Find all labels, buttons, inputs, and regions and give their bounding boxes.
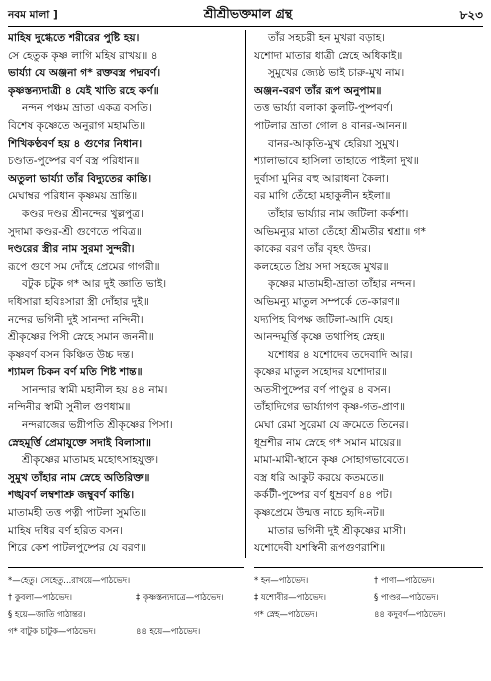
verse-line: মাতামহী তত্ত পত্নী পাটলা সুমতি॥: [8, 507, 147, 520]
footnote-row: [254, 606, 483, 623]
verse-line: নন্দের ভগিনী দুই সানন্দা নন্দিনী।: [8, 313, 144, 326]
footnote: § পাণ্ডর—পাঠভেদ।: [374, 592, 439, 602]
footnote: § হয়ে—জাতি গাঠান্তর।: [8, 609, 86, 619]
verse-line: মাহিষ দুগ্ধেতে শরীরের পুষ্টি হয়।: [8, 32, 140, 44]
verse-line: শ্যালাভাবে হাসিলা তাহাতে পাইলা দুখ॥: [254, 155, 419, 168]
footnote: ‡ যশোবীর—পাঠভেদ।: [254, 592, 327, 602]
book-title: শ্রীশ্রীভক্তমাল গ্রন্থ: [203, 6, 293, 21]
right-verse-column: [254, 30, 490, 558]
page-header: [8, 6, 483, 28]
verse-line: তত্ত ভার্য্যা বলাকা কুলটি-পুষ্পবর্ণ।: [254, 102, 393, 115]
verse-line: বানর-আকৃতি-মুখ হেরিয়া সুমুখ।: [268, 137, 399, 150]
verse-line: নন্দিনীর স্বামী সুনীল গুণধাম॥: [8, 401, 131, 414]
verse-line: তাঁর সহচরী হন মুখরা বড়াহ।: [268, 32, 385, 44]
verse-line: শিখিকণ্ঠবর্ণ হয় ৪ গুণের নিধান।: [8, 137, 143, 150]
footnote-row: [8, 589, 244, 606]
verse-line: ধূম্রশীর নাম স্নেহে গ* সমান মায়ের॥: [254, 436, 402, 449]
verse-line: অভিমন্যু মাতুল সম্পর্কে তে-কারণ॥: [254, 295, 400, 308]
verse-line: কৃষ্ণের মাতামহী-ভ্রাতা তাঁহার নন্দন।: [268, 278, 416, 291]
verse-line: কাকের বরণ তাঁর বৃহৎ উদর।: [254, 243, 371, 256]
verse-line: রূপে গুণে সম দোঁহে প্রেমের গাগরী॥: [8, 260, 160, 273]
footnote: ‡ কৃষ্ণস্তন্যদাত্রে—পাঠভেদ।: [136, 592, 224, 602]
verse-line: সুদামা কণ্ডর-শ্রী গুণেতে পবিত্র॥: [8, 225, 142, 238]
verse-line: কর্কটী-পুষ্পের বর্ণ ধুম্রবর্ণ ৪৪ পট।: [254, 489, 393, 502]
verse-line: কৃষ্ণস্তন্যদাত্রী ৪ যেই খাতি রহে কর্ণ॥: [8, 84, 159, 97]
header-rule: [8, 26, 483, 27]
verse-line: বস্ত্র ধরি আকুট করয়ে কতমতে॥: [254, 471, 385, 484]
chapter-label: নবম মালা ]: [8, 9, 58, 21]
verse-line: দণ্ডরের স্ত্রীর নাম সুরমা সুন্দরী।: [8, 243, 135, 256]
verse-line: শ্রীকৃষ্ণের পিসী স্নেহে সমান জননী॥: [8, 331, 154, 344]
footnote-row: [254, 572, 483, 589]
verse-line: যশোধর ৪ যশোদেব তদেবাদি আর।: [268, 348, 413, 361]
verse-line: কৃষ্ণবর্ণ বসন কিঞ্চিত উচ্চ দন্ত।: [8, 348, 134, 361]
verse-line: অতসীপুষ্পের বর্ণ পাণ্ডুর ৪ বসন।: [254, 383, 391, 396]
verse-line: মামা-মামী-স্থানে কৃষ্ণ সোহাগভাবেতে।: [254, 454, 409, 467]
verse-line: বিশেষ কৃষ্ণেতে অনুরাগ মহামতি॥: [8, 119, 146, 132]
footnote: ৪৪ কদুবর্ণ—পাঠভেদ।: [374, 609, 446, 619]
verse-line: মেঘাম্বর পরিধান কৃষ্ণময় ভ্রান্তি॥: [8, 190, 138, 203]
footnote: ৪৪ হয়ে—পাঠভেদ।: [136, 626, 201, 636]
verse-line: কলহেতে প্রিয় সদা সহজে মুখর॥: [254, 260, 389, 273]
footnote-row: [8, 606, 244, 623]
footnote: গ* বাটুক চাটুক—পাঠভেদ।: [8, 626, 96, 636]
verse-line: যশোদা মাতার ধাত্রী স্নেহে অধিকাই॥: [254, 49, 403, 62]
footnote-row: [8, 572, 244, 589]
verse-line: যশোদেবী যশস্বিনী রূপগুণরাশি॥: [254, 542, 386, 555]
page-number: ৮২৩: [459, 8, 483, 22]
verse-line: কৃষ্ণের মাতুল সহোদর যশোদার॥: [254, 366, 388, 379]
footnotes-left: [8, 572, 244, 640]
verse-line: নন্দরাজের ভগ্নীপতি শ্রীকৃষ্ণের পিসা।: [22, 419, 173, 432]
footnote-row: [254, 589, 483, 606]
footnote: † কুবলা—পাঠভেদ।: [8, 592, 73, 602]
footnote: গ* স্নেহ—পাঠভেদ।: [254, 609, 318, 619]
column-divider: [245, 30, 246, 558]
verse-line: নন্দন পঞ্চম ভ্রাতা একত্র বসতি।: [22, 102, 152, 115]
verse-line: চণ্ডাত-পুষ্পের বর্ণ বস্ত্র পরিধান॥: [8, 155, 140, 168]
verse-line: তাঁহাদিগের ভার্য্যাগণ কৃষ্ণ-গত-প্রাণ॥: [254, 401, 406, 414]
verse-line: কণ্ডর দণ্ডর শ্রীনন্দের খুল্লপুত্র।: [22, 207, 144, 220]
verse-line: ভার্য্যা যে অঞ্জনা গ* রক্তবস্ত্র পদ্মবর্ণ।: [8, 67, 161, 80]
footnote-rule-right: [254, 567, 483, 568]
left-verse-column: [8, 30, 244, 558]
footnote: *—হেতু। সেহেতু...রাখয়ে—পাঠভেদ।: [8, 575, 131, 585]
verse-line: শ্যামল চিকন বর্ণ মতি শিষ্ট শান্ত॥: [8, 366, 143, 379]
verse-line: সে হেতুক কৃষ্ণ লাগি মহিষ রাখয়॥ ৪: [8, 49, 158, 62]
verse-line: শঙ্খবর্ণ লম্বশাশ্রু জম্বুবর্ণ কান্তি।: [8, 489, 135, 502]
footnote: † পাণা—পাঠভেদ।: [374, 575, 435, 585]
verse-line: সুমুখ তাঁহার নাম স্নেহে অতিরিক্ত॥: [8, 471, 150, 484]
verse-line: পাটলার ভ্রাতা গোল ৪ বানর-আনন॥: [254, 119, 408, 132]
verse-line: বর মাগি তেঁহো মহাকুলীন হইলা॥: [254, 190, 391, 203]
footnote-rule-left: [8, 567, 244, 568]
verse-line: দধিসারা হবিঃসারা স্ত্রী দোঁহার দুই॥: [8, 295, 149, 308]
verse-line: তাঁহার ভার্য্যার নাম জটিলা কর্কশা।: [268, 207, 409, 220]
verse-line: আনন্দমূর্ত্তি কৃষ্ণে তথাপিহ স্নেহ॥: [254, 331, 385, 344]
footnotes-right: [254, 572, 483, 623]
verse-line: স্নেহমূর্ত্তি প্রেমাযুক্তে সদাই বিলাসা॥: [8, 436, 152, 449]
verse-line: কৃষ্ণপ্রেমে উন্মত্ত নাচে হৃদি-নট॥: [254, 507, 385, 520]
verse-line: যদ্যপিহ বিপক্ষ জটিলা-আদি যেহ।: [254, 313, 394, 326]
footnote: * হন—পাঠভেদ।: [254, 575, 309, 585]
verse-line: মাহিষ দধির বর্ণ হরিত বসন।: [8, 524, 123, 537]
verse-line: অঞ্জন-বরণ তাঁর রূপ অনুপাম॥: [254, 84, 382, 97]
verse-line: শিরে কেশ পাটলপুষ্পের যে বরণ॥: [8, 542, 147, 555]
verse-line: মেঘা রেমা সুরেমা যে ক্রমেতে তিনের।: [254, 419, 409, 432]
verse-line: অভিমন্যুর মাতা তেঁহো শ্রীমতীর শ্বশ্রা॥ গ*: [254, 225, 426, 238]
verse-line: বটুক চটুক গ* আর দুই জ্ঞাতি ভাই।: [22, 278, 167, 291]
verse-line: শ্রীকৃষ্ণের মাতামহ মহোৎসাহযুক্ত।: [22, 454, 159, 467]
verse-line: অতুলা ভার্য্যা তাঁর বিদ্যুতের কান্তি।: [8, 172, 152, 185]
verse-line: সানন্দার স্বামী মহানীল হয় ৪৪ নাম।: [22, 383, 168, 396]
verse-line: দুর্বাসা মুনির বহু আরাধনা কৈলা।: [254, 172, 389, 185]
verse-line: সুমুখের জ্যেষ্ঠ ভাই চারু-মুখ নাম।: [268, 67, 405, 80]
verse-line: মাতার ভগিনী দুই শ্রীকৃষ্ণের মাসী।: [268, 524, 407, 537]
footnote-row: [8, 623, 244, 640]
